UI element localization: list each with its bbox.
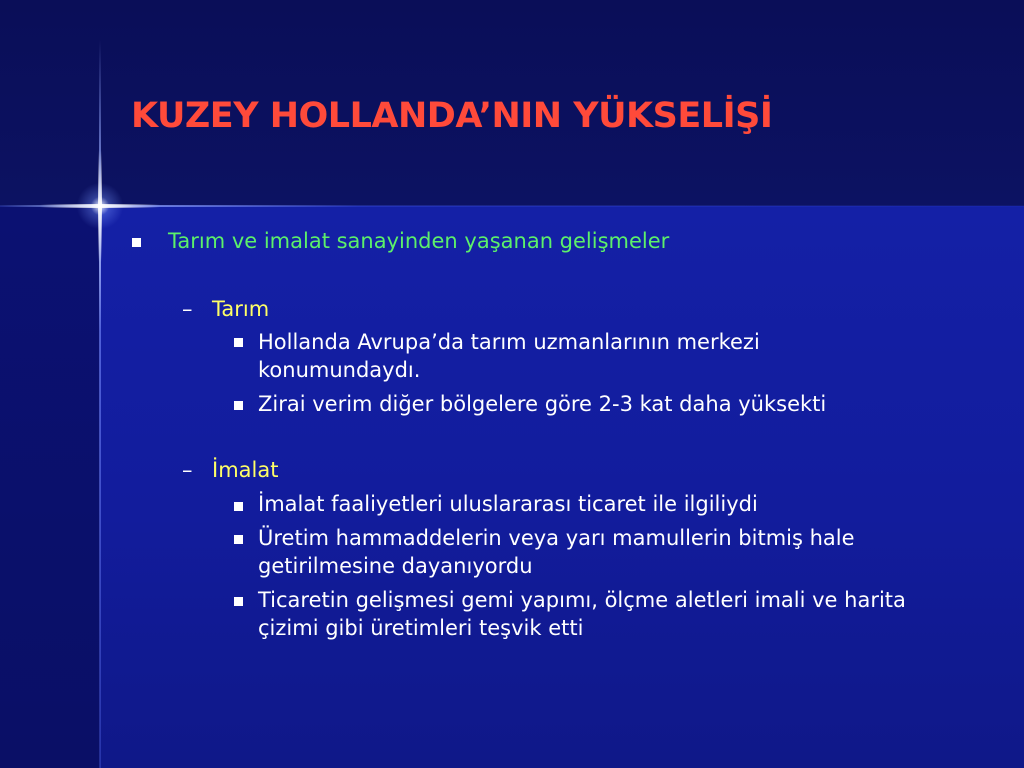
imalat-point-1-line-1: İmalat faaliyetleri uluslararası ticaret ile ilgiliydi [258, 492, 758, 516]
imalat-point-2-line-1: Üretim hammaddelerin veya yarı mamullerin bitmiş hale [258, 526, 855, 550]
square-bullet-icon [234, 535, 243, 544]
tarim-point-2-line-1: Zirai verim diğer bölgelere göre 2-3 kat daha yüksekti [258, 392, 827, 416]
section-heading-imalat: İmalat [212, 458, 279, 482]
square-bullet-icon [234, 502, 243, 511]
square-bullet-icon [234, 338, 243, 347]
square-bullet-icon [234, 597, 243, 606]
imalat-point-3-line-2: çizimi gibi üretimleri teşvik etti [258, 616, 584, 640]
tarim-point-1-line-2: konumundaydı. [258, 358, 421, 382]
slide-title: KUZEY HOLLANDA’NIN YÜKSELİŞİ [131, 96, 773, 136]
imalat-point-2-line-2: getirilmesine dayanıyordu [258, 554, 533, 578]
imalat-point-3-line-1: Ticaretin gelişmesi gemi yapımı, ölçme aletleri imali ve harita [258, 588, 906, 612]
dash-icon: – [182, 297, 193, 321]
dash-icon: – [182, 458, 193, 482]
tarim-point-1-line-1: Hollanda Avrupa’da tarım uzmanlarının merkezi [258, 330, 760, 354]
square-bullet-icon [234, 401, 243, 410]
bullet-level1: Tarım ve imalat sanayinden yaşanan gelişmeler [168, 229, 670, 253]
section-heading-tarim: Tarım [212, 297, 270, 321]
square-bullet-icon [132, 238, 141, 247]
